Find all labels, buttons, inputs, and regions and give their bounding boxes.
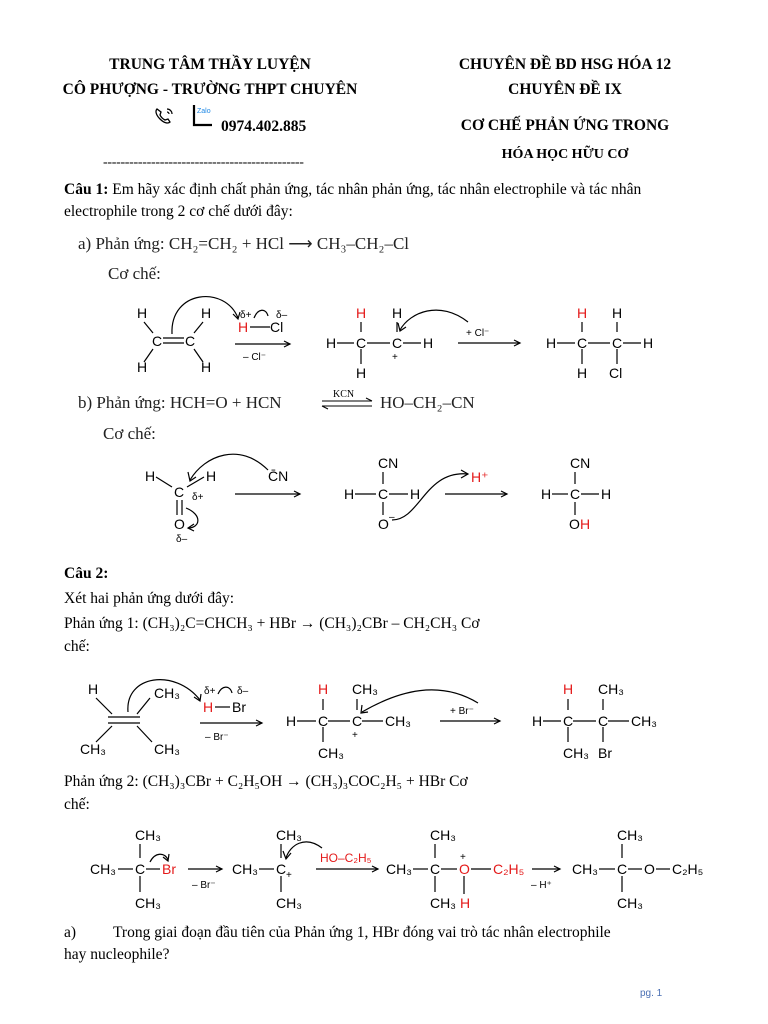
q2a-text-line2: hay nucleophile? — [64, 946, 170, 963]
group: CH₃ — [276, 827, 302, 843]
catalyst-label: KCN — [333, 389, 355, 400]
q2-r2-mech-label: chế: — [64, 796, 90, 813]
header-topic-number: CHUYÊN ĐỀ IX — [508, 81, 622, 98]
page-number: pg. 1 — [640, 988, 663, 999]
atom: H — [201, 359, 212, 375]
q2a-label: a) — [64, 924, 77, 941]
atom: H — [612, 305, 623, 321]
group: CH₃ — [90, 861, 116, 877]
condition-label: – Cl⁻ — [243, 352, 267, 363]
atom: H — [326, 335, 337, 351]
atom: C — [135, 861, 146, 877]
group: CH₃ — [598, 681, 624, 697]
q1b-reaction-left: b) Phản ứng: HCH=O + HCN — [78, 393, 282, 412]
atom: C — [185, 333, 196, 349]
atom: C — [612, 335, 623, 351]
atom: H — [238, 319, 249, 335]
group: CH₃ — [631, 713, 657, 729]
atom: H — [546, 335, 557, 351]
atom: O — [459, 861, 470, 877]
group: CH₃ — [430, 827, 456, 843]
atom: H — [460, 895, 471, 911]
atom: H — [201, 305, 212, 321]
atom: C — [152, 333, 163, 349]
q1a-reaction: a) Phản ứng: CH₂=CH₂ + HCl ⟶ CH₃–CH₂–Cl — [78, 234, 410, 253]
group: CH₃ — [430, 895, 456, 911]
atom: H — [88, 681, 99, 697]
condition-label: – Br⁻ — [205, 732, 229, 743]
atom: C — [356, 335, 367, 351]
atom: H — [203, 699, 214, 715]
atom: C — [598, 713, 609, 729]
header-title-line2: HÓA HỌC HỮU CƠ — [501, 147, 629, 162]
atom: C — [276, 861, 287, 877]
group: CN — [570, 455, 591, 471]
partial-charge: δ+ — [204, 686, 216, 697]
reagent: HO–C₂H₅ — [320, 851, 372, 865]
mechanism-b — [145, 454, 611, 545]
condition-label: – H⁺ — [531, 880, 552, 891]
atom: C — [577, 335, 588, 351]
atom: Br — [232, 699, 246, 715]
atom: O — [569, 516, 580, 532]
group: CH₃ — [386, 861, 412, 877]
q2-r2-equation: Phản ứng 2: (CH₃)₃CBr + C₂H₅OH → (CH₃)₃COC₂H₅ + HBr Cơ — [64, 773, 468, 790]
group: CH₃ — [563, 745, 589, 761]
group: CH₃ — [318, 745, 344, 761]
partial-charge: δ– — [176, 534, 188, 545]
header-topic: CHUYÊN ĐỀ BD HSG HÓA 12 — [458, 56, 672, 73]
reagent: C̄N — [268, 468, 289, 484]
partial-charge: δ– — [237, 686, 249, 697]
reagent: H⁺ — [471, 469, 489, 485]
group: CH₃ — [154, 685, 180, 701]
atom: H — [541, 486, 552, 502]
atom: H — [643, 335, 654, 351]
atom: H — [318, 681, 329, 697]
atom: H — [577, 365, 588, 381]
atom: C — [563, 713, 574, 729]
q2-r1-equation: Phản ứng 1: (CH₃)₂C=CHCH₃ + HBr → (CH₃)₂CBr – CH₂CH₃ Cơ — [64, 615, 480, 632]
atom: C — [352, 713, 363, 729]
atom: Br — [162, 861, 176, 877]
mechanism-r2 — [90, 827, 703, 911]
atom: H — [577, 305, 588, 321]
group: CH₃ — [572, 861, 598, 877]
atom: H — [344, 486, 355, 502]
q1b-reaction-right: HO–CH₂–CN — [380, 393, 475, 412]
charge: + — [460, 852, 466, 863]
atom: H — [145, 468, 156, 484]
atom: H — [286, 713, 297, 729]
charge: + — [392, 352, 398, 363]
group: CH₃ — [232, 861, 258, 877]
atom: C — [392, 335, 403, 351]
equilibrium-arrow — [322, 389, 372, 409]
atom: C — [617, 861, 628, 877]
header-school: CÔ PHƯỢNG - TRƯỜNG THPT CHUYÊN — [62, 81, 358, 98]
atom: H — [601, 486, 612, 502]
q1b-mech-label: Cơ chế: — [103, 424, 156, 443]
atom: H — [392, 305, 403, 321]
group: CH₃ — [135, 827, 161, 843]
header-divider: ---------------------------------------------- — [103, 155, 304, 170]
q1-body: Em hãy xác định chất phản ứng, tác nhân phản ứng, tác nhân electrophile và tác nhân electrophile trong 2 cơ chế dưới đây: — [64, 181, 642, 220]
group: C₂H₅ — [672, 861, 704, 877]
charge: + — [286, 870, 292, 881]
atom: H — [563, 681, 574, 697]
partial-charge: δ– — [276, 310, 288, 321]
atom: O — [644, 861, 655, 877]
group: CH₃ — [80, 741, 106, 757]
q2-intro: Xét hai phản ứng dưới đây: — [64, 590, 235, 607]
group: CH₃ — [352, 681, 378, 697]
mechanism-a — [137, 297, 653, 381]
atom: Cl — [270, 319, 284, 335]
atom: C — [430, 861, 441, 877]
condition-label: + Cl⁻ — [466, 328, 490, 339]
group: CH₃ — [617, 827, 643, 843]
charge: – — [389, 512, 395, 523]
atom: H — [356, 365, 367, 381]
atom: H — [580, 516, 591, 532]
header-title-line1: CƠ CHẾ PHẢN ỨNG TRONG — [460, 117, 670, 134]
atom: H — [423, 335, 434, 351]
q2a-text-line1: Trong giai đoạn đầu tiên của Phản ứng 1, HBr đóng vai trò tác nhân electrophile — [113, 924, 611, 941]
header-center-name: TRUNG TÂM THẦY LUYỆN — [109, 56, 311, 73]
q1a-mech-label: Cơ chế: — [108, 264, 161, 283]
zalo-label: Zalo — [197, 108, 211, 115]
q2-label: Câu 2: — [64, 565, 109, 582]
atom: H — [137, 305, 148, 321]
atom: H — [206, 468, 217, 484]
group: CH₃ — [385, 713, 411, 729]
group: CH₃ — [276, 895, 302, 911]
group: CN — [378, 455, 399, 471]
charge: + — [352, 730, 358, 741]
atom: C — [174, 484, 185, 500]
phone-number: 0974.402.885 — [221, 118, 307, 135]
atom: Cl — [609, 365, 623, 381]
group: CH₃ — [154, 741, 180, 757]
atom: O — [378, 516, 389, 532]
partial-charge: δ+ — [192, 492, 204, 503]
atom: H — [137, 359, 148, 375]
condition-label: – Br⁻ — [192, 880, 216, 891]
q2-r1-mech-label: chế: — [64, 638, 90, 655]
atom: Br — [598, 745, 612, 761]
atom: C — [570, 486, 581, 502]
atom: C — [378, 486, 389, 502]
atom: H — [356, 305, 367, 321]
group: CH₃ — [135, 895, 161, 911]
condition-label: + Br⁻ — [450, 706, 474, 717]
atom: H — [532, 713, 543, 729]
partial-charge: δ+ — [240, 310, 252, 321]
atom: C — [318, 713, 329, 729]
atom: O — [174, 516, 185, 532]
atom: H — [410, 486, 421, 502]
mechanism-r1 — [80, 680, 657, 761]
group: CH₃ — [617, 895, 643, 911]
group: C₂H₅ — [493, 861, 525, 877]
q1-label: Câu 1: — [64, 181, 109, 198]
